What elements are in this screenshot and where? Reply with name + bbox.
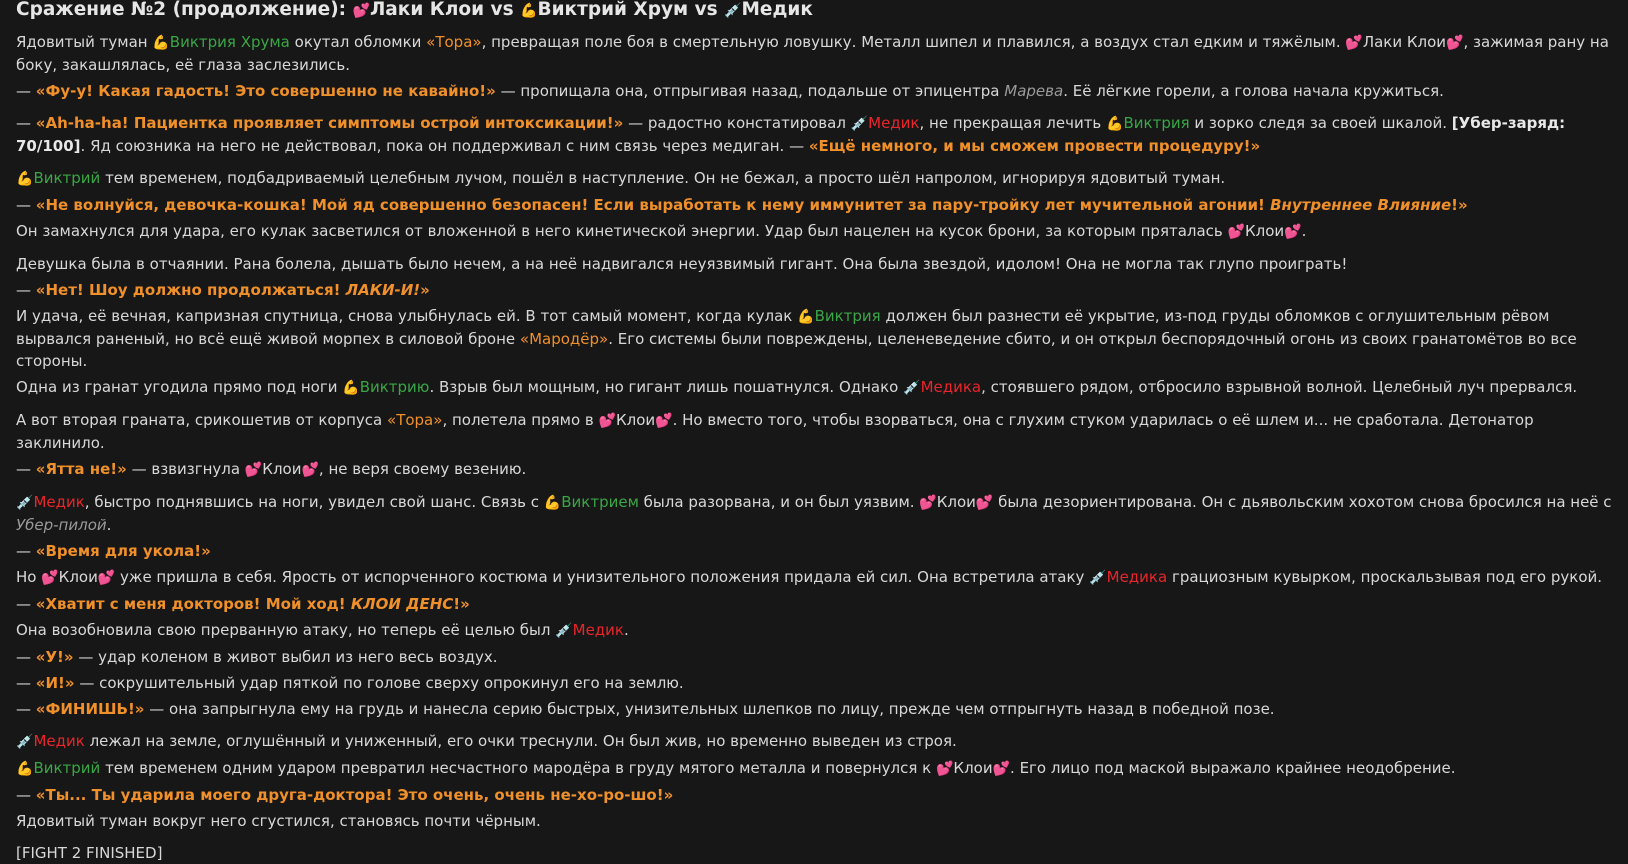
- text: — пропищала она, отпрыгивая назад, подальше от эпицентра: [495, 82, 1005, 100]
- quote: «И!»: [35, 674, 75, 692]
- heart-icon: 💕: [1227, 224, 1245, 240]
- muscle-icon: 💪: [797, 309, 815, 325]
- paragraph: [16, 220, 1612, 243]
- text: . Яд союзника на него не действовал, пока он поддерживал с ним связь через медиган. —: [80, 137, 809, 155]
- text: Одна из гранат угодила прямо под ноги: [16, 378, 343, 396]
- heart-icon: 💕: [1345, 35, 1363, 51]
- heart-icon: 💕: [97, 570, 116, 586]
- name-viktriy: Виктрию: [359, 378, 430, 396]
- text: и зорко следя за своей шкалой.: [1189, 114, 1452, 132]
- text: окутал обломки: [289, 33, 427, 51]
- name-medic: Медик: [33, 493, 85, 511]
- muscle-icon: 💪: [342, 380, 360, 396]
- heart-icon: 💕: [301, 462, 319, 478]
- syringe-icon: 💉: [1089, 570, 1107, 586]
- quote: «Нет! Шоу должно продолжаться!: [35, 281, 346, 299]
- heart-icon: 💕: [1446, 35, 1464, 51]
- paragraph: [16, 112, 1612, 157]
- text: Девушка была в отчаянии. Рана болела, дышать было нечем, а на неё надвигался неуязвимый гигант. Она была звездой, идолом! Она не могла так глупо проиграть!: [16, 255, 1348, 273]
- title-name-viktriy: Виктрий Хрум: [537, 0, 689, 20]
- paragraph: [16, 540, 1612, 562]
- text: И удача, её вечная, капризная спутница, снова улыбнулась ей. В тот самый момент, когда кулак: [16, 307, 798, 325]
- text: .: [106, 516, 112, 534]
- paragraph: [16, 167, 1612, 190]
- text: — радостно констатировал: [623, 114, 851, 132]
- name-kloi: Клои: [615, 411, 656, 429]
- text: была разорвана, и он был уязвим.: [638, 493, 920, 511]
- quote: «Ятта не!»: [35, 460, 127, 478]
- name-medic: Медика: [920, 378, 982, 396]
- dash: —: [16, 460, 36, 478]
- heart-icon: 💕: [992, 761, 1011, 777]
- name-viktriy: Виктрием: [561, 493, 639, 511]
- quote: «Не волнуйся, девочка-кошка! Мой яд совершенно безопасен! Если выработать к нему иммунитет за пару-тройку лет мучительной агонии!: [35, 196, 1271, 214]
- name-kloi: Клои: [936, 493, 976, 511]
- paragraph: [16, 376, 1612, 399]
- name-viktriy: Виктрия: [1123, 114, 1190, 132]
- text: — взвизгнула: [126, 460, 245, 478]
- fight-finished-marker: [16, 842, 1612, 864]
- syringe-icon: 💉: [724, 3, 742, 19]
- name-viktriy: Виктрия: [814, 307, 881, 325]
- term-uber-saw: Убер-пилой: [16, 516, 107, 534]
- quote: «Ты... Ты ударила моего друга-доктора! Это очень, очень не-хо-ро-шо!»: [35, 786, 674, 804]
- name-kloi: Клои: [58, 568, 98, 586]
- name-viktriy: Виктрий: [33, 759, 101, 777]
- text: была дезориентирована. Он с дьявольским хохотом снова бросился на неё с: [993, 493, 1612, 511]
- name-kloi: Клои: [262, 460, 302, 478]
- heart-icon: 💕: [41, 570, 59, 586]
- text: .: [623, 621, 629, 639]
- quote-end: »: [420, 281, 430, 299]
- text: , не прекращая лечить: [919, 114, 1107, 132]
- dash: —: [16, 595, 36, 613]
- text: , быстро поднявшись на ноги, увидел свой шанс. Связь с: [84, 493, 544, 511]
- text: . Его лицо под маской выражало крайнее неодобрение.: [1010, 759, 1456, 777]
- text: .: [1301, 222, 1307, 240]
- name-medic: Медик: [33, 732, 85, 750]
- text: — удар коленом в живот выбил из него весь воздух.: [73, 648, 498, 666]
- quote-end: !»: [453, 595, 470, 613]
- text: , зажимая рану на боку, закашлялась, её глаза заслезились.: [16, 33, 1609, 74]
- paragraph: [16, 194, 1612, 216]
- dash: —: [16, 196, 36, 214]
- paragraph: [16, 566, 1612, 589]
- quote: «Ещё немного, и мы сможем провести процедуру!»: [808, 137, 1261, 155]
- name-medic: Медик: [868, 114, 920, 132]
- dash: —: [16, 542, 36, 560]
- fight-title: [16, 0, 1612, 23]
- heart-icon: 💕: [352, 3, 370, 19]
- text: Ядовитый туман: [16, 33, 153, 51]
- title-name-kloi: Лаки Клои: [369, 0, 485, 20]
- quote: «Ah-ha-ha! Пациентка проявляет симптомы острой интоксикации!»: [35, 114, 624, 132]
- name-kloi: Лаки Клои: [1362, 33, 1447, 51]
- text: — сокрушительный удар пяткой по голове сверху опрокинул его на землю.: [74, 674, 684, 692]
- name-tora: «Тора»: [387, 411, 443, 429]
- paragraph: [16, 672, 1612, 694]
- paragraph: [16, 80, 1612, 102]
- title-vs: vs: [688, 0, 725, 20]
- heart-icon: 💕: [919, 495, 937, 511]
- muscle-icon: 💪: [16, 761, 34, 777]
- quote: «ФИНИШЬ!»: [35, 700, 145, 718]
- syringe-icon: 💉: [903, 380, 921, 396]
- muscle-icon: 💪: [16, 171, 34, 187]
- quote: «У!»: [35, 648, 74, 666]
- dash: —: [16, 674, 36, 692]
- dash: —: [16, 648, 36, 666]
- title-prefix: Сражение №2 (продолжение):: [16, 0, 353, 20]
- dash: —: [16, 114, 36, 132]
- text: должен был разнести её укрытие, из-под груды обломков с оглушительным рёвом вырвался раненый, но всё ещё живой морпех в силовой броне: [16, 307, 1550, 348]
- dash: —: [16, 700, 36, 718]
- quote-italic: КЛОИ ДЕНС: [350, 595, 454, 613]
- paragraph: [16, 279, 1612, 301]
- paragraph: [16, 784, 1612, 806]
- paragraph: [16, 253, 1612, 275]
- muscle-icon: 💪: [1106, 116, 1124, 132]
- text: Она возобновила свою прерванную атаку, но теперь её целью был: [16, 621, 556, 639]
- dash: —: [16, 82, 36, 100]
- paragraph: [16, 31, 1612, 76]
- name-medic: Медика: [1106, 568, 1168, 586]
- dash: —: [16, 786, 36, 804]
- syringe-icon: 💉: [850, 116, 869, 132]
- text: уже пришла в себя. Ярость от испорченного костюма и унизительного положения придала ей сил. Она встретила атаку: [115, 568, 1090, 586]
- paragraph: [16, 491, 1612, 536]
- text: . Её лёгкие горели, а голова начала кружиться.: [1063, 82, 1444, 100]
- name-tora: «Тора»: [426, 33, 482, 51]
- quote: «Фу-у! Какая гадость! Это совершенно не кавайно!»: [35, 82, 496, 100]
- text: . Его системы были повреждены, целеневедение сбито, и он открыл беспорядочный огонь из своих гранатомётов во все стороны.: [16, 330, 1577, 370]
- dash: —: [16, 281, 36, 299]
- text: . Взрыв был мощным, но гигант лишь пошатнулся. Однако: [429, 378, 904, 396]
- text: , превращая поле боя в смертельную ловушку. Металл шипел и плавился, а воздух стал едким и тяжёлым.: [481, 33, 1346, 51]
- text: тем временем, подбадриваемый целебным лучом, пошёл в наступление. Он не бежал, а просто шёл напролом, игнорируя ядовитый туман.: [100, 169, 1226, 187]
- muscle-icon: 💪: [543, 495, 562, 511]
- paragraph: [16, 305, 1612, 372]
- text: , не веря своему везению.: [318, 460, 527, 478]
- syringe-icon: 💉: [16, 495, 34, 511]
- name-viktriy: Виктрия Хрума: [169, 33, 290, 51]
- term-mareva: Марева: [1004, 82, 1064, 100]
- quote-italic: ЛАКИ-И!: [345, 281, 421, 299]
- text: грациозным кувырком, проскальзывая под его рукой.: [1167, 568, 1603, 586]
- quote: «Время для укола!»: [35, 542, 211, 560]
- paragraph: [16, 409, 1612, 454]
- text: лежал на земле, оглушённый и униженный, его очки треснули. Он был жив, но временно выведен из строя.: [84, 732, 957, 750]
- name-kloi: Клои: [953, 759, 993, 777]
- text: Он замахнулся для удара, его кулак засветился от вложенной в него кинетической энергии. Удар был нацелен на кусок брони, за которым пряталась: [16, 222, 1228, 240]
- name-maroder: «Мародёр»: [519, 330, 609, 348]
- heart-icon: 💕: [655, 413, 673, 429]
- name-medic: Медик: [572, 621, 624, 639]
- heart-icon: 💕: [975, 495, 994, 511]
- paragraph: [16, 593, 1612, 615]
- text: Но: [16, 568, 42, 586]
- text: [FIGHT 2 FINISHED]: [16, 844, 163, 862]
- heart-icon: 💕: [598, 413, 616, 429]
- heart-icon: 💕: [1284, 224, 1302, 240]
- name-viktriy: Виктрий: [33, 169, 101, 187]
- text: Ядовитый туман вокруг него сгустился, становясь почти чёрным.: [16, 812, 541, 830]
- name-kloi: Клои: [1244, 222, 1285, 240]
- heart-icon: 💕: [244, 462, 263, 478]
- heart-icon: 💕: [935, 761, 954, 777]
- paragraph: [16, 619, 1612, 642]
- quote-italic: Внутреннее Влияние: [1270, 196, 1452, 214]
- text: — она запрыгнула ему на грудь и нанесла серию быстрых, унизительных шлепков по лицу, прежде чем отпрыгнуть назад в победной позе.: [144, 700, 1275, 718]
- title-name-medic: Медик: [741, 0, 813, 20]
- paragraph: [16, 698, 1612, 720]
- paragraph: [16, 757, 1612, 780]
- text: . Но вместо того, чтобы взорваться, она с глухим стуком ударилась о её шлем и... не сработала. Детонатор заклинило.: [16, 411, 1534, 452]
- muscle-icon: 💪: [520, 3, 538, 19]
- paragraph: [16, 458, 1612, 481]
- paragraph: [16, 810, 1612, 832]
- syringe-icon: 💉: [555, 623, 573, 639]
- text: А вот вторая граната, срикошетив от корпуса: [16, 411, 388, 429]
- text: тем временем одним ударом превратил несчастного мародёра в груду мятого металла и повернулся к: [100, 759, 936, 777]
- quote-end: !»: [1451, 196, 1468, 214]
- paragraph: [16, 730, 1612, 753]
- text: , стоявшего рядом, отбросило взрывной волной. Целебный луч прервался.: [981, 378, 1578, 396]
- uber-charge-status: [Убер-заряд: 70/100]: [16, 114, 1566, 155]
- title-vs: vs: [484, 0, 521, 20]
- syringe-icon: 💉: [16, 734, 34, 750]
- text: , полетела прямо в: [442, 411, 599, 429]
- paragraph: [16, 646, 1612, 668]
- quote: «Хватит с меня докторов! Мой ход!: [35, 595, 351, 613]
- muscle-icon: 💪: [152, 35, 170, 51]
